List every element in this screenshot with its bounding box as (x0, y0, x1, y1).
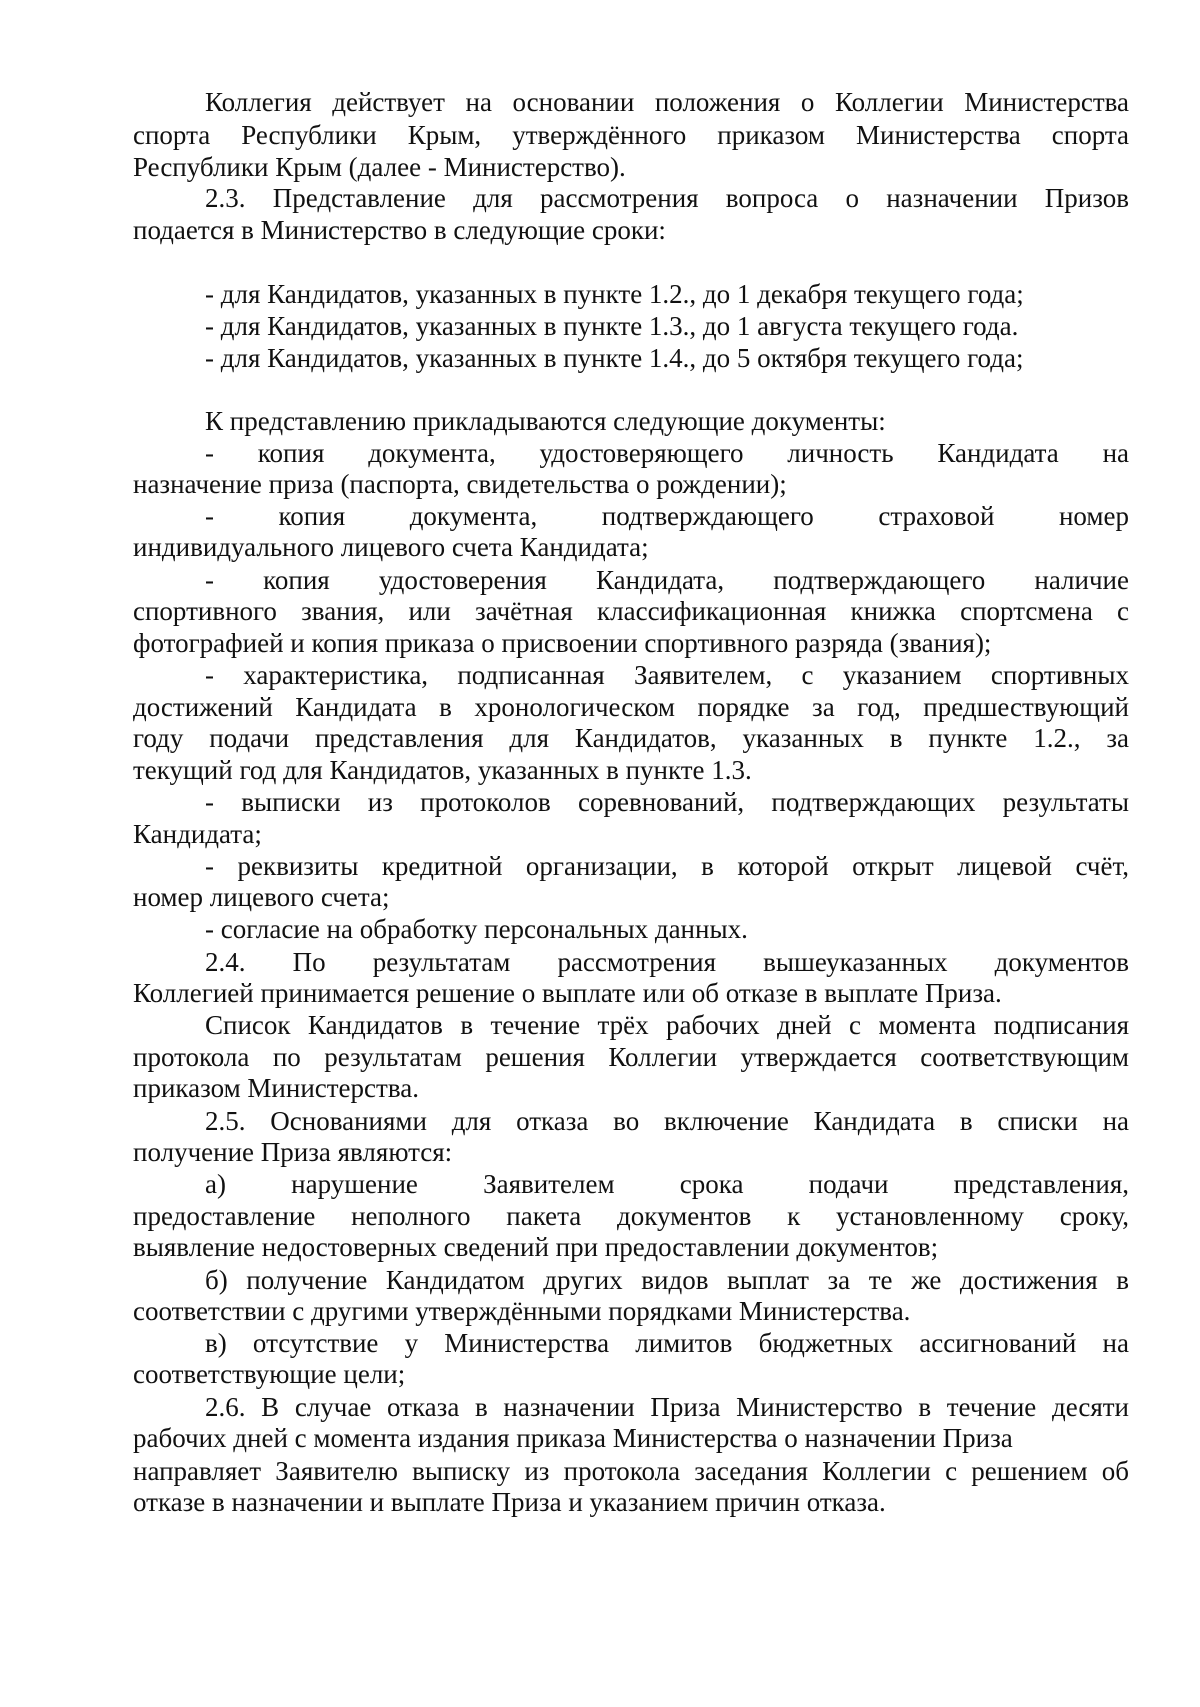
text-line: Коллегия действует на основании положения о Коллегии Министерства (205, 87, 1129, 117)
text-line: Кандидата; (133, 819, 262, 849)
text-line: Коллегией принимается решение о выплате или об отказе в выплате Приза. (133, 978, 1002, 1008)
text-line: Список Кандидатов в течение трёх рабочих дней с момента подписания (205, 1010, 1129, 1040)
text-line: спортивного звания, или зачётная классификационная книжка спортсмена с (133, 596, 1129, 626)
text-line: - для Кандидатов, указанных в пункте 1.2., до 1 декабря текущего года; (205, 279, 1024, 309)
text-line: в) отсутствие у Министерства лимитов бюджетных ассигнований на (205, 1328, 1129, 1358)
text-line: достижений Кандидата в хронологическом порядке за год, предшествующий (133, 692, 1129, 722)
text-line: соответствии с другими утверждёнными порядками Министерства. (133, 1296, 911, 1326)
text-line: протокола по результатам решения Коллегии утверждается соответствующим (133, 1042, 1129, 1072)
text-line: - для Кандидатов, указанных в пункте 1.3., до 1 августа текущего года. (205, 311, 1019, 341)
text-line: 2.5. Основаниями для отказа во включение Кандидата в списки на (205, 1106, 1129, 1136)
text-line: Республики Крым (далее - Министерство). (133, 152, 626, 182)
text-line: - выписки из протоколов соревнований, подтверждающих результаты (205, 787, 1129, 817)
text-line: отказе в назначении и выплате Приза и указанием причин отказа. (133, 1487, 886, 1517)
text-line: а) нарушение Заявителем срока подачи представления, (205, 1169, 1129, 1199)
text-line: - копия удостоверения Кандидата, подтверждающего наличие (205, 565, 1129, 595)
text-line: - для Кандидатов, указанных в пункте 1.4., до 5 октября текущего года; (205, 343, 1024, 373)
text-line: 2.6. В случае отказа в назначении Приза Министерство в течение десяти (205, 1392, 1129, 1422)
text-line: подается в Министерство в следующие сроки: (133, 215, 666, 245)
text-line: 2.4. По результатам рассмотрения вышеуказанных документов (205, 947, 1129, 977)
text-line: К представлению прикладываются следующие документы: (205, 406, 886, 436)
text-line: - копия документа, удостоверяющего личность Кандидата на (205, 438, 1129, 468)
text-line: индивидуального лицевого счета Кандидата; (133, 532, 649, 562)
text-line: - копия документа, подтверждающего страховой номер (205, 501, 1129, 531)
text-line: приказом Министерства. (133, 1073, 419, 1103)
text-line: - согласие на обработку персональных данных. (205, 914, 748, 944)
text-line: фотографией и копия приказа о присвоении спортивного разряда (звания); (133, 628, 992, 658)
text-line: 2.3. Представление для рассмотрения вопроса о назначении Призов (205, 183, 1129, 213)
text-line: - реквизиты кредитной организации, в которой открыт лицевой счёт, (205, 851, 1129, 881)
text-line: номер лицевого счета; (133, 882, 390, 912)
text-line: предоставление неполного пакета документов к установленному сроку, (133, 1201, 1129, 1231)
text-line: соответствующие цели; (133, 1359, 406, 1389)
text-line: рабочих дней с момента издания приказа Министерства о назначении Приза (133, 1423, 1013, 1453)
text-line: б) получение Кандидатом других видов выплат за те же достижения в (205, 1265, 1129, 1295)
text-line: году подачи представления для Кандидатов, указанных в пункте 1.2., за (133, 723, 1129, 753)
text-line: назначение приза (паспорта, свидетельства о рождении); (133, 469, 787, 499)
text-line: направляет Заявителю выписку из протокола заседания Коллегии с решением об (133, 1456, 1129, 1486)
text-line: выявление недостоверных сведений при предоставлении документов; (133, 1232, 939, 1262)
text-line: получение Приза являются: (133, 1137, 453, 1167)
text-line: - характеристика, подписанная Заявителем, с указанием спортивных (205, 660, 1129, 690)
text-line: спорта Республики Крым, утверждённого приказом Министерства спорта (133, 120, 1129, 150)
text-line: текущий год для Кандидатов, указанных в пункте 1.3. (133, 755, 752, 785)
